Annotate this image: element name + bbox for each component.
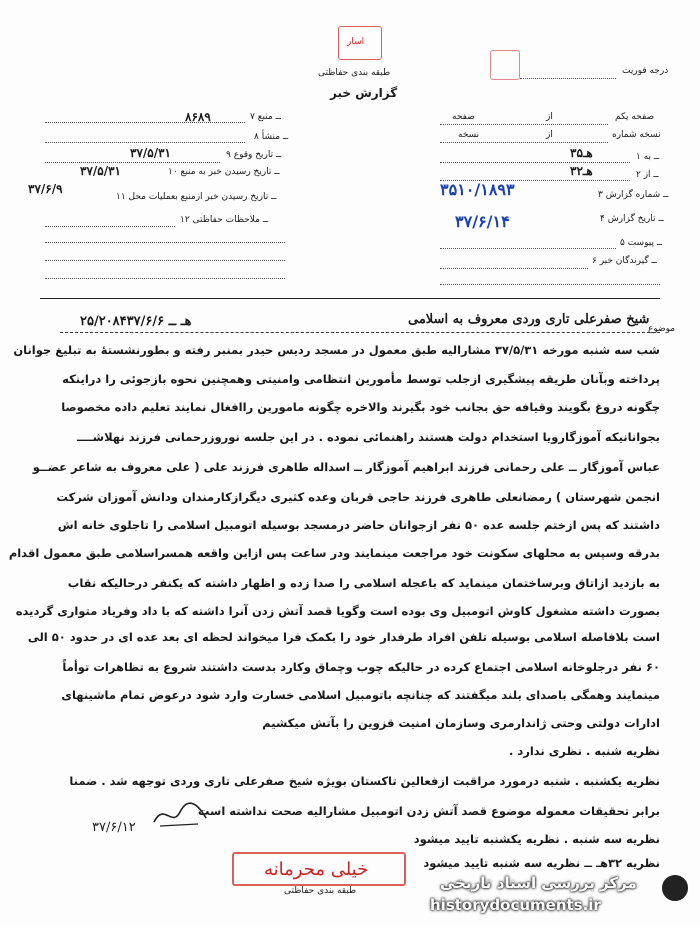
signature-label [150,790,152,791]
field-page-mid: از [546,112,553,122]
dotted-line [440,268,588,269]
field-report-date-label: ۴ ــ تاریخ گزارش [600,214,664,224]
comment-line: نظریه شنبه . نظری ندارد . [508,744,660,758]
field-copy-mid: از [546,130,553,140]
body-line: انجمن شهرستان ) رمضانعلی طاهری فرزند حاجی قربان وعده کثیری دیگرازکارمندان ودانش آموزان شرکت [56,490,660,504]
body-line: ادارات دولتی وحتی ژاندارمری وسازمان امنیت قزوین را بآتش میکشیم [262,716,660,730]
archive-logo-icon [660,873,690,903]
field-copy-end: نسخه [458,130,480,140]
body-line: ۶۰ نفر درجلوخانه اسلامی اجتماع کرده در حالیکه چوب وچماق وکارد بدست داشتند شروع به تظاهرات توأماً [62,660,660,674]
field-recipients-label: ۶ ــ گیرندگان خبر [592,256,657,266]
body-line: به بازدید ازاتاق وبرساختمان مینماید که باعجله اسلامی را صدا زده و اظهار داشته که یکنفر درحالیکه نقاب [67,576,660,590]
field-page-end: صفحه [452,112,475,122]
body-line: چگونه دروغ بگویند وقیافه حق بجانب خود بگیرند والاخره چگونه مامورین راافغال نمایند تعلیم داده مخصوصا [61,400,660,414]
field-page-label: صفحه یکم [615,112,655,122]
confidential-stamp [232,852,406,886]
field-report-number-value: ۳۵۱۰/۱۸۹۳ [440,180,515,199]
subject-underline [60,332,660,333]
classification-label: طبقه بندی حفاظتی [318,68,391,78]
field-label-received-by-source: ۱۰ ــ تاریخ رسیدن خبر به منبع [168,167,280,177]
field-label-security-notes: ۱۲ ــ ملاحظات حفاظتی [180,215,269,225]
dotted-line [45,278,285,279]
field-from-label: ۲ ــ از [636,170,659,180]
signature-mark [150,798,210,832]
field-label-event-date: ۹ ــ تاریخ وقوع [226,150,282,160]
body-line: عباس آموزگار ــ علی رحمانی فرزند ابراهیم آموزگار ــ اسداله طاهری فرزند علی ( علی معروف به شاعر عضــو [32,460,660,474]
header-divider [40,298,660,299]
dotted-line [45,142,245,143]
field-report-number-label: ۳ ــ شماره گزارش [598,190,669,200]
watermark-title: مرکز بررسی اسناد تاریخی [440,874,637,892]
dotted-line [45,260,285,261]
body-line: بصورت داشته مشغول کاوش اتومبیل وی بوده است وگویا قصد آتش زدن آنرا داشته که با داد وفریاد متواری گردیده [15,604,660,618]
dotted-line [440,248,616,249]
confidential-stamp-text: خیلی محرمانه [264,859,369,880]
field-copy-label: نسخه شماره [612,130,661,140]
urgency-line [520,78,616,79]
dotted-line [45,242,285,243]
watermark-url: historydocuments.ir [430,896,601,914]
field-attachment-label: ۵ ــ پیوست [620,238,663,248]
comment-line: نظریه سه شنبه . نظریه یکشنبه تایید میشود [413,832,660,846]
comment-line: برابر تحقیقات معموله موضوع قصد آتش زدن اتومبیل مشارالیه صحت نداشته است [197,804,660,818]
body-line: شب سه شنبه مورخه ۳۷/۵/۳۱ مشارالیه طبق معمول در مسجد ردیس حیدر بمنبر رفته و بطورنشستهٔ به تبلیغ جوانان [13,343,660,357]
field-to-label: ۱ ــ به [636,152,660,162]
field-value-source: ۸۶۸۹ [185,110,211,124]
field-label-received-from-source: ۱۱ ــ تاریخ رسیدن خبر ازمنبع بعملیات محل [116,192,277,202]
field-to-value: ۳۵هـ [570,146,593,160]
dotted-line [440,142,608,143]
urgency-label: درجه فوریت [622,66,669,76]
dotted-line [45,226,175,227]
body-line: داشتند که پس ازختم جلسه عده ۵۰ نفر ازجوانان حاضر درمسجد بوسیله اتومبیل اسلامی را تاجلوی خانه اش [57,518,660,532]
subject-ref: ۲۵/۲۰۸۴هـ ــ ۳۷/۶/۶ [80,314,192,329]
top-stamp-text: اسار [347,37,365,47]
handwritten-date: ۳۷/۶/۱۲ [92,820,136,835]
dotted-line [440,284,660,285]
dotted-line [45,122,245,123]
dotted-line [440,162,630,163]
field-label-origin: ۸ ــ منشأ [254,132,289,142]
body-line: است بلافاصله اسلامی بوسیله تلفن افراد طرفدار خود را بکمک فرا میخواند لحظه ای بعد عده ای در حدود ۵۰ الی [27,630,660,644]
top-stamp [338,26,382,60]
dotted-line [45,162,220,163]
body-line: پرداخته وبآنان طریقه پیشگیری ازجلب توسط مأمورین انتظامی وامنیتی وهمچنین نحوه بازجوئی را دراینکه [62,372,660,386]
body-line: بدرقه وسپس به محلهای سکونت خود مراجعت مینمایند ودر ساعت پس ازاین واقعه همسراسلامی طبق معمول اقدام [8,546,660,560]
comment-line: نظریه ۳۲هـ ــ نظریه سه شنبه تایید میشود [423,856,660,870]
subject-text: شیخ صفرعلی تاری وردی معروف به اسلامی [408,312,650,327]
dotted-line [440,124,608,125]
field-label-source: ۷ ــ منبع [250,112,281,122]
field-value-received-from-source: ۳۷/۶/۹ [28,182,63,196]
subject-label: موضوع [648,324,676,334]
body-line: بجوانانیکه آموزگارویا استخدام دولت هستند راهنمائی نموده . در این جلسه نوروزرحمانی فرزند نهلاشــــ [77,430,660,444]
field-report-date-value: ۳۷/۶/۱۴ [455,212,510,231]
field-value-received-by-source: ۳۷/۵/۳۱ [80,164,121,178]
field-value-event-date: ۳۷/۵/۳۱ [130,146,171,160]
comment-line: نظریه یکشنبه . شنبه درمورد مراقبت ازفعالین تاکستان بویژه شیخ صفرعلی تاری وردی توجهه شد . ضمنا [69,774,660,788]
report-title: گزارش خبر [330,86,398,100]
corner-stamp [490,50,520,80]
footer-classification-label: طبقه بندی حفاظتی [284,886,357,896]
body-line: مینمایند وهمگی باصدای بلند میگفتند که چنانچه باتومبیل اسلامی خسارت وارد شود درعوض تمام ماشینهای [61,688,660,702]
field-from-value: ۳۲هـ [570,164,593,178]
